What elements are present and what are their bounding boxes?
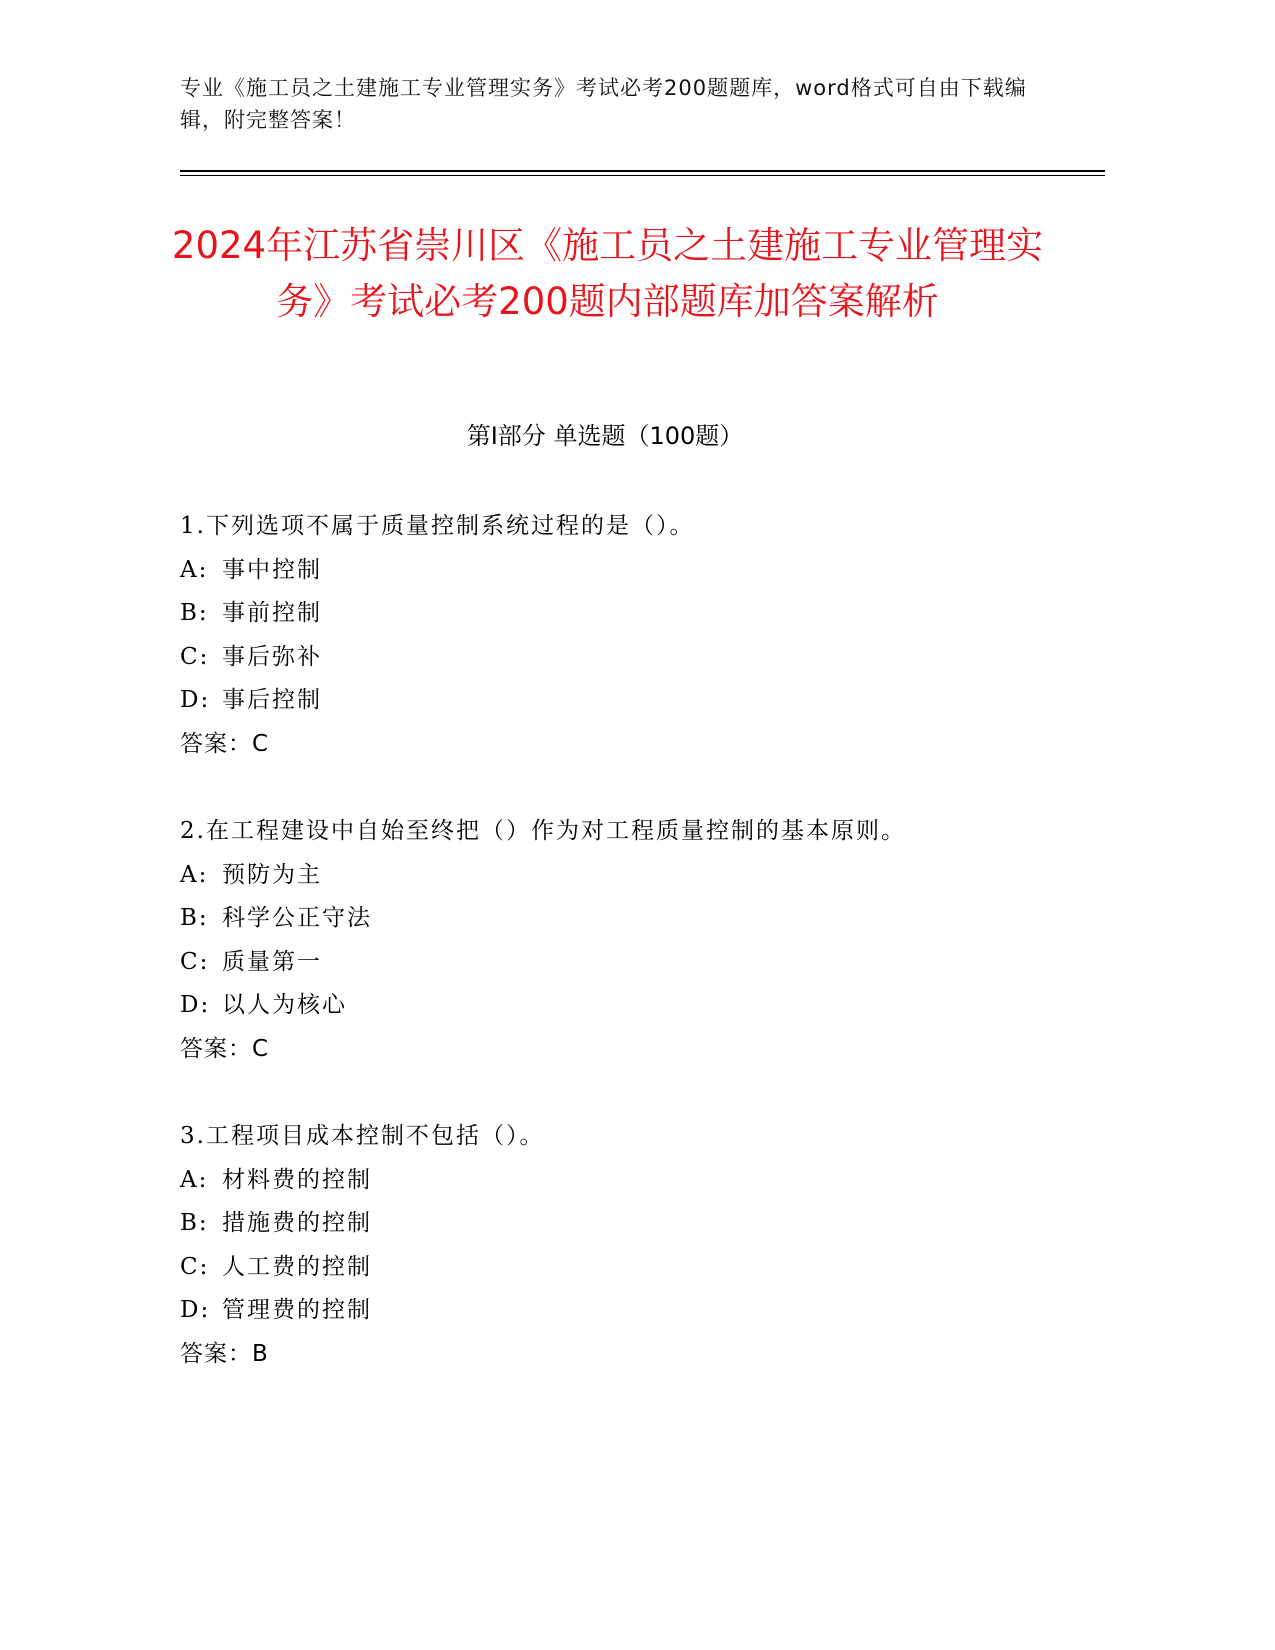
question-list [180,505,1080,1420]
header-divider-thick [180,170,1105,172]
option-text: 以人为核心 [222,992,347,1018]
option-text: 预防为主 [222,861,322,888]
question-stem: 2.在工程建设中自始至终把（）作为对工程质量控制的基本原则。 [180,818,906,844]
option-a [180,1159,1080,1203]
question-2 [180,810,1080,1071]
option-text: 人工费的控制 [222,1253,372,1280]
option-key: D: [180,687,211,713]
option-key: B: [180,600,209,626]
question-1 [180,505,1080,766]
option-b [180,897,1080,941]
option-c [180,941,1080,985]
option-key: C: [180,1253,210,1280]
question-stem: 3.工程项目成本控制不包括（）。 [180,1123,545,1149]
option-text: 事中控制 [222,556,322,583]
option-text: 事后弥补 [222,643,322,670]
option-d [180,1289,1080,1333]
option-key: B: [180,1210,209,1236]
answer-line: 答案：C [180,730,270,757]
header-divider-thin [180,175,1105,176]
option-key: C: [180,948,210,975]
question-stem: 1.下列选项不属于质量控制系统过程的是（）。 [180,513,695,539]
option-b [180,592,1080,636]
option-a [180,854,1080,898]
document-title: 2024年江苏省崇川区《施工员之土建施工专业管理实务》考试必考200题内部题库加答案解析 [171,224,1044,323]
option-d [180,984,1080,1028]
option-a [180,549,1080,593]
option-key: A: [180,861,209,888]
option-key: D: [180,1297,211,1323]
question-3 [180,1115,1080,1376]
option-text: 管理费的控制 [222,1297,372,1323]
option-c [180,636,1080,680]
option-key: D: [180,992,211,1018]
option-d [180,679,1080,723]
section-heading: 第Ⅰ部分 单选题（100题） [466,422,744,450]
option-text: 质量第一 [222,948,322,975]
header-note: 专业《施工员之土建施工专业管理实务》考试必考200题题库，word格式可自由下载编辑，附完整答案！ [180,76,1027,132]
option-c [180,1246,1080,1290]
option-text: 科学公正守法 [222,905,372,931]
answer-line: 答案：B [180,1340,269,1367]
option-text: 事前控制 [222,600,322,626]
option-key: C: [180,643,210,670]
answer-line: 答案：C [180,1035,270,1062]
option-key: B: [180,905,209,931]
option-b [180,1202,1080,1246]
option-text: 材料费的控制 [222,1166,372,1193]
option-text: 事后控制 [222,687,322,713]
option-key: A: [180,556,209,583]
option-text: 措施费的控制 [222,1210,372,1236]
option-key: A: [180,1166,209,1193]
